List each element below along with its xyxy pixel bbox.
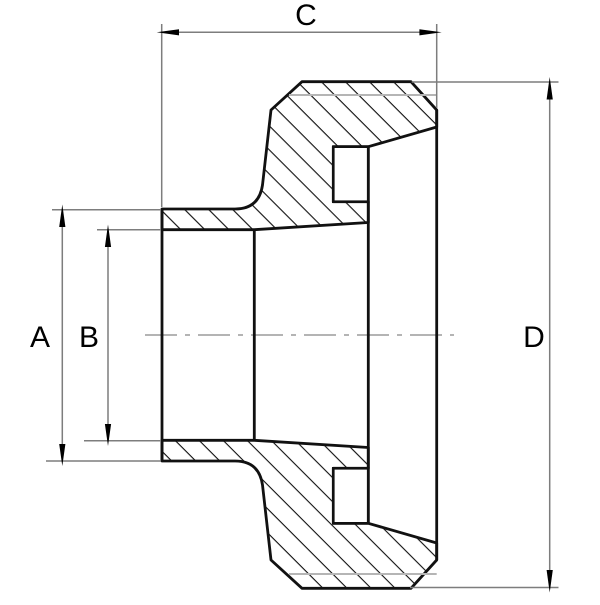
dim-label-c: C — [295, 0, 317, 32]
dim-label-d: D — [523, 321, 545, 354]
arrowhead-down — [547, 570, 553, 593]
dim-label-a: A — [29, 321, 51, 354]
lower-groove — [333, 468, 368, 523]
arrowhead-up — [59, 205, 65, 228]
arrowhead-down — [59, 444, 65, 466]
lower-section-cut — [162, 440, 437, 588]
arrowhead-down — [105, 424, 111, 446]
upper-section-cut — [162, 82, 437, 230]
arrowhead-right — [419, 29, 441, 35]
arrowhead-up — [547, 77, 553, 100]
upper-groove — [333, 147, 368, 202]
dim-label-b: B — [78, 321, 100, 354]
arrowhead-up — [105, 225, 111, 248]
arrowhead-left — [157, 29, 179, 35]
